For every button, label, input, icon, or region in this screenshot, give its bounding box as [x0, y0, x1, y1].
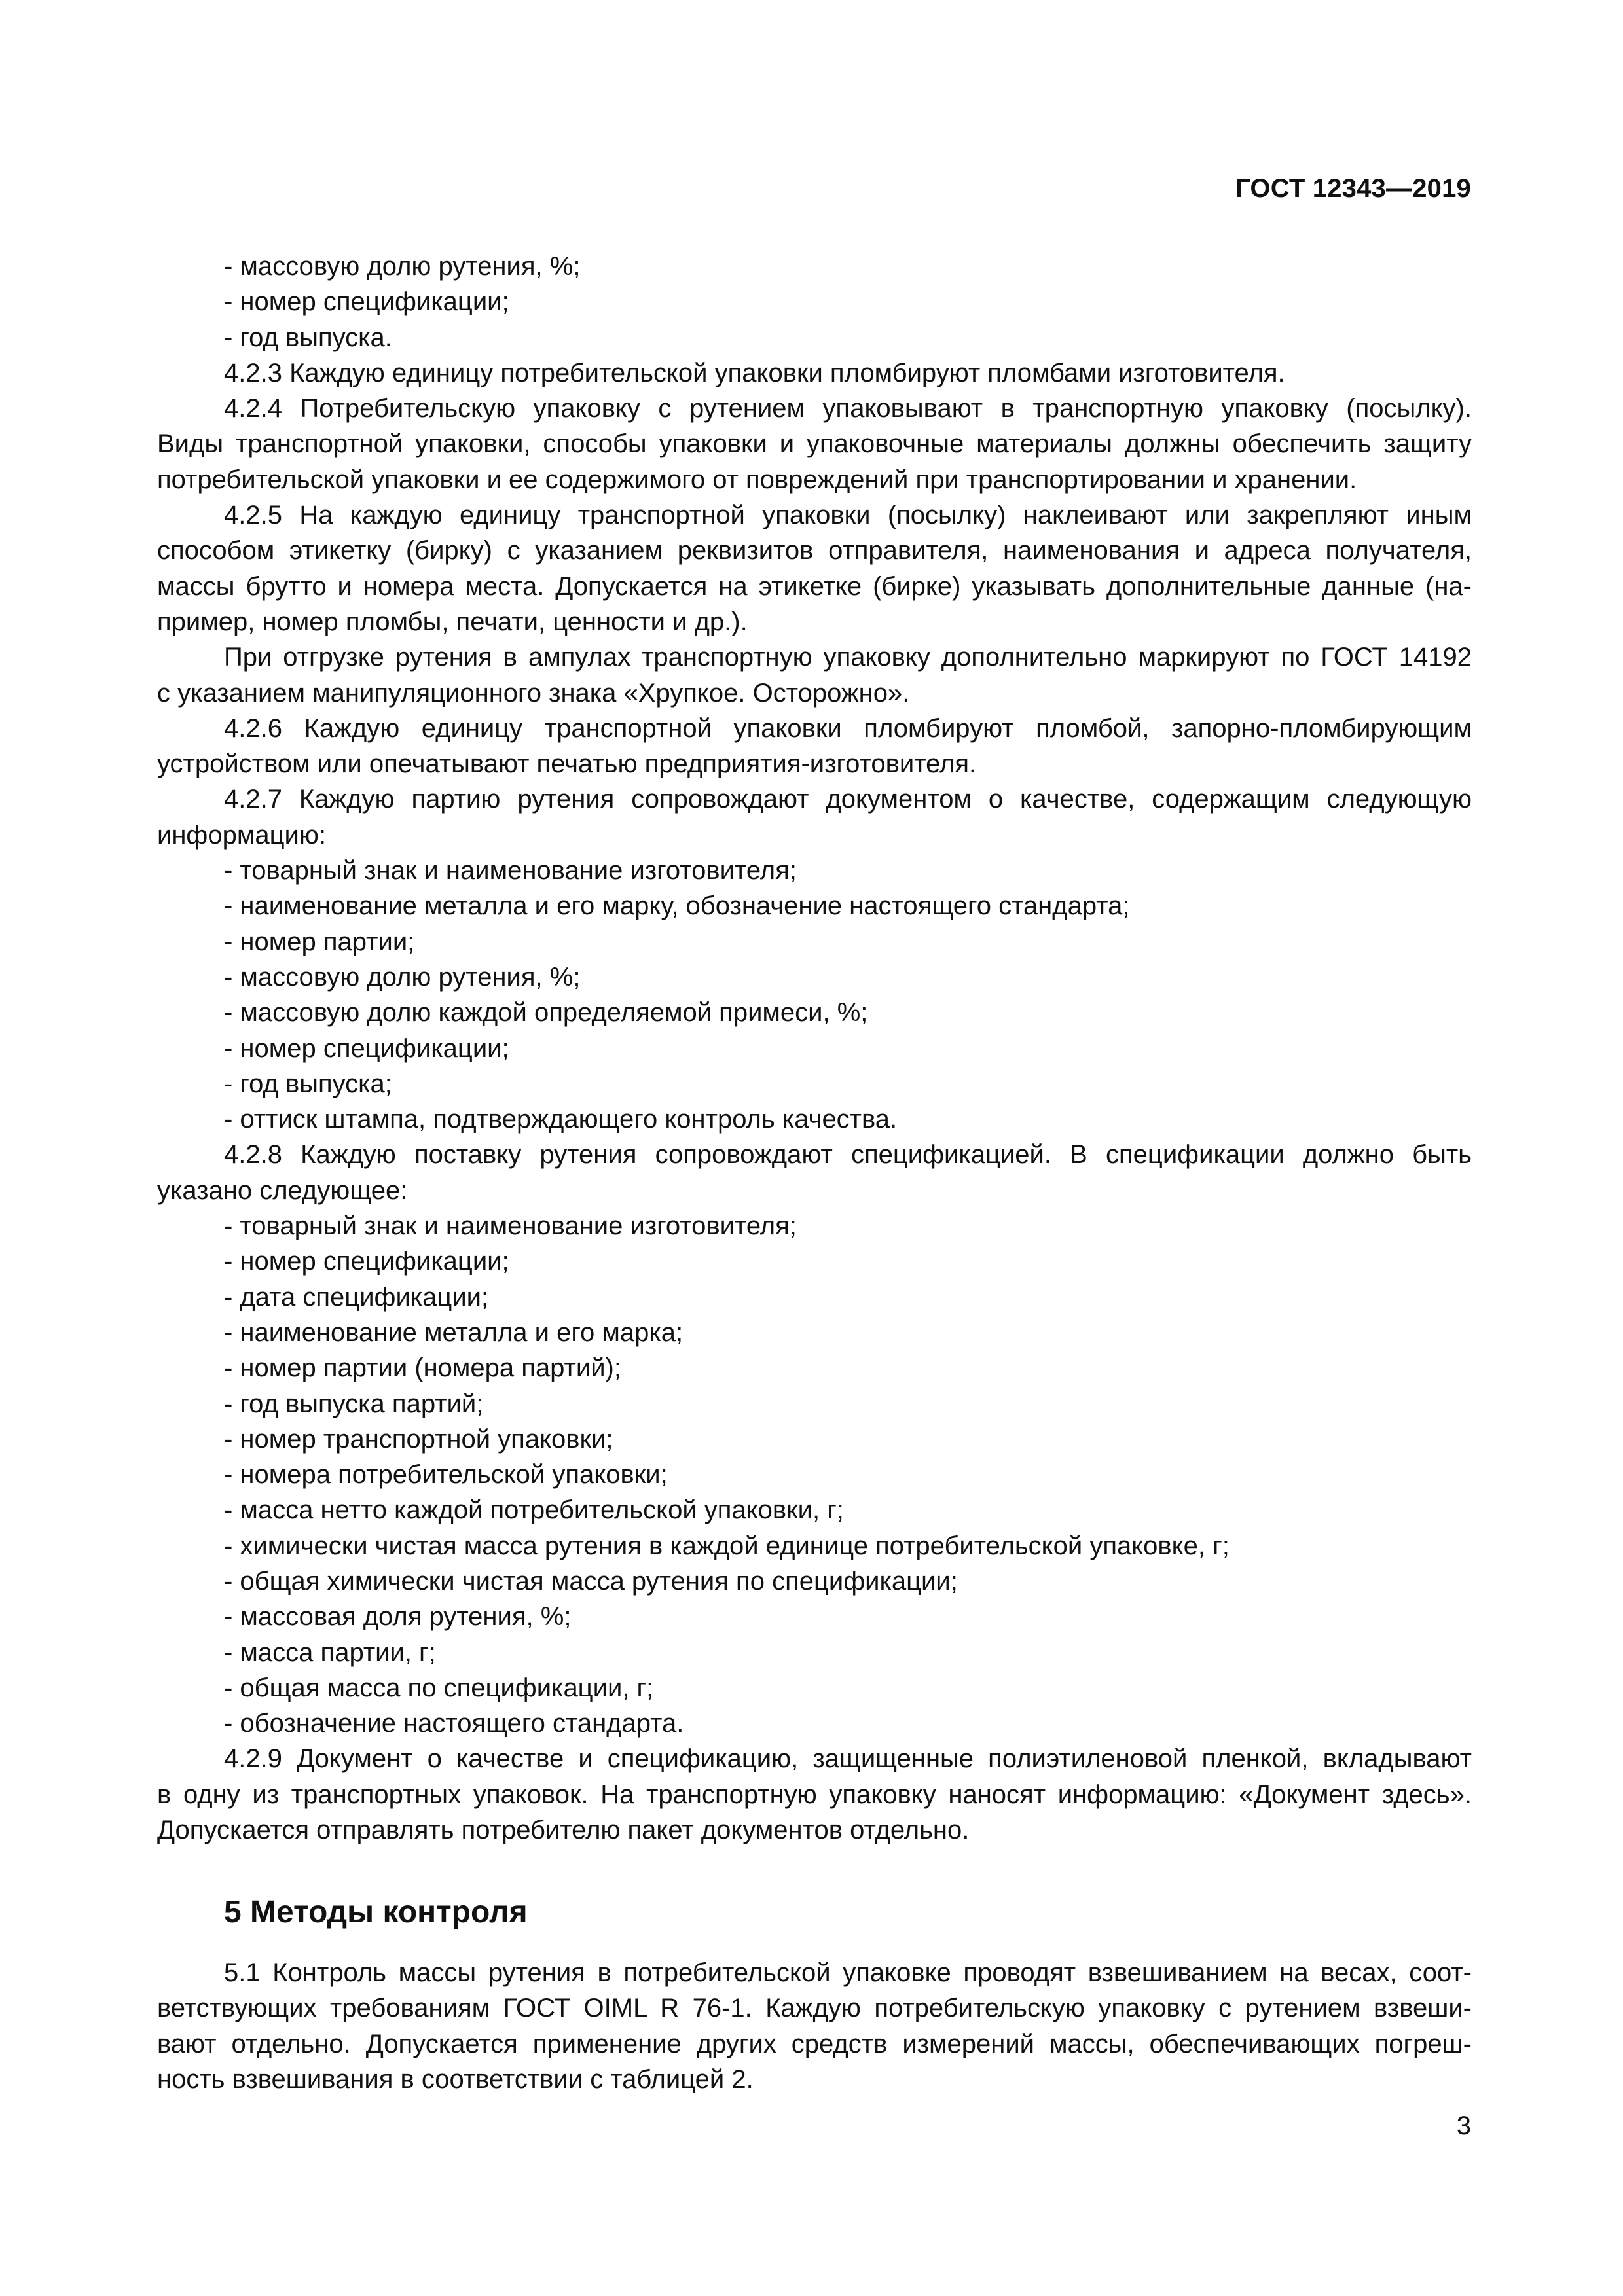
- text-line: с указанием манипуляционного знака «Хрупкое. Осторожно».: [157, 678, 910, 708]
- text-line: Допускается отправлять потребителю пакет документов отдельно.: [157, 1816, 970, 1845]
- text-line: 4.2.6 Каждую единицу транспортной упаковки пломбируют пломбой, запорно-пломбирующим: [224, 713, 1472, 743]
- text-line: - номер партии (номера партий);: [224, 1354, 621, 1383]
- text-line: При отгрузке рутения в ампулах транспортную упаковку дополнительно маркируют по ГОСТ 14192: [224, 643, 1472, 672]
- text-line: вают отдельно. Допускается применение других средств измерений массы, обеспечивающих погреш-: [157, 2029, 1472, 2058]
- text-line: способом этикетку (бирку) с указанием реквизитов отправителя, наименования и адреса получателя,: [157, 536, 1472, 565]
- text-line: потребительской упаковки и ее содержимого от повреждений при транспортировании и хранении.: [157, 465, 1357, 494]
- text-line: - товарный знак и наименование изготовителя;: [224, 856, 797, 886]
- text-line: указано следующее:: [157, 1175, 408, 1205]
- text-line: массы брутто и номера места. Допускается на этикетке (бирке) указывать дополнительные данные (на-: [157, 571, 1472, 601]
- section-heading: 5 Методы контроля: [224, 1895, 528, 1929]
- text-line: - номера потребительской упаковки;: [224, 1460, 668, 1490]
- text-line: - массовую долю рутения, %;: [224, 962, 581, 992]
- text-line: информацию:: [157, 820, 326, 850]
- text-line: - наименование металла и его марку, обозначение настоящего стандарта;: [224, 891, 1130, 921]
- text-line: 4.2.4 Потребительскую упаковку с рутением упаковывают в транспортную упаковку (посылку).: [224, 394, 1472, 423]
- text-line: - массовую долю рутения, %;: [224, 252, 581, 281]
- text-line: - массовую долю каждой определяемой примеси, %;: [224, 998, 868, 1028]
- text-line: - наименование металла и его марка;: [224, 1318, 684, 1347]
- text-line: устройством или опечатывают печатью предприятия-изготовителя.: [157, 749, 977, 779]
- standard-header: ГОСТ 12343—2019: [1235, 174, 1471, 203]
- text-line: - год выпуска.: [224, 323, 392, 352]
- text-line: 4.2.5 На каждую единицу транспортной упаковки (посылку) наклеивают или закрепляют иным: [224, 501, 1472, 530]
- text-line: - товарный знак и наименование изготовителя;: [224, 1211, 797, 1241]
- text-line: Виды транспортной упаковки, способы упаковки и упаковочные материалы должны обеспечить защиту: [157, 429, 1472, 459]
- body-text: [157, 249, 1472, 1848]
- text-line: ность взвешивания в соответствии с таблицей 2.: [157, 2064, 754, 2094]
- text-line: 5.1 Контроль массы рутения в потребительской упаковке проводят взвешиванием на весах, соот-: [224, 1958, 1472, 1987]
- text-line: пример, номер пломбы, печати, ценности и др.).: [157, 607, 748, 636]
- text-line: - номер спецификации;: [224, 1247, 509, 1276]
- text-line: - год выпуска партий;: [224, 1389, 484, 1418]
- text-line: - масса нетто каждой потребительской упаковки, г;: [224, 1496, 844, 1525]
- text-line: в одну из транспортных упаковок. На транспортную упаковку наносят информацию: «Документ здесь».: [157, 1780, 1472, 1809]
- text-line: 4.2.9 Документ о качестве и спецификацию, защищенные полиэтиленовой пленкой, вкладывают: [224, 1744, 1472, 1774]
- text-line: - номер партии;: [224, 927, 415, 956]
- text-line: - номер спецификации;: [224, 1033, 509, 1063]
- text-line: 4.2.8 Каждую поставку рутения сопровождают спецификацией. В спецификации должно быть: [224, 1140, 1472, 1170]
- text-line: - номер спецификации;: [224, 287, 509, 317]
- text-line: 4.2.7 Каждую партию рутения сопровождают документом о качестве, содержащим следующую: [224, 785, 1472, 814]
- text-line: - общая масса по спецификации, г;: [224, 1673, 654, 1702]
- text-line: - оттиск штампа, подтверждающего контроль качества.: [224, 1105, 898, 1134]
- text-line: - масса партии, г;: [224, 1638, 436, 1667]
- text-line: - обозначение настоящего стандарта.: [224, 1709, 684, 1738]
- text-line: - общая химически чистая масса рутения по спецификации;: [224, 1566, 958, 1596]
- text-line: - год выпуска;: [224, 1069, 392, 1098]
- text-line: - химически чистая масса рутения в каждой единице потребительской упаковке, г;: [224, 1531, 1230, 1560]
- text-line: - дата спецификации;: [224, 1282, 489, 1312]
- text-line: - номер транспортной упаковки;: [224, 1424, 613, 1454]
- text-line: 4.2.3 Каждую единицу потребительской упаковки пломбируют пломбами изготовителя.: [224, 358, 1285, 387]
- text-line: - массовая доля рутения, %;: [224, 1602, 572, 1632]
- text-line: ветствующих требованиям ГОСТ OIML R 76-1. Каждую потребительскую упаковку с рутением взвеши-: [157, 1994, 1472, 2023]
- section-text: [157, 1955, 1472, 2097]
- page-number: 3: [1456, 2111, 1471, 2140]
